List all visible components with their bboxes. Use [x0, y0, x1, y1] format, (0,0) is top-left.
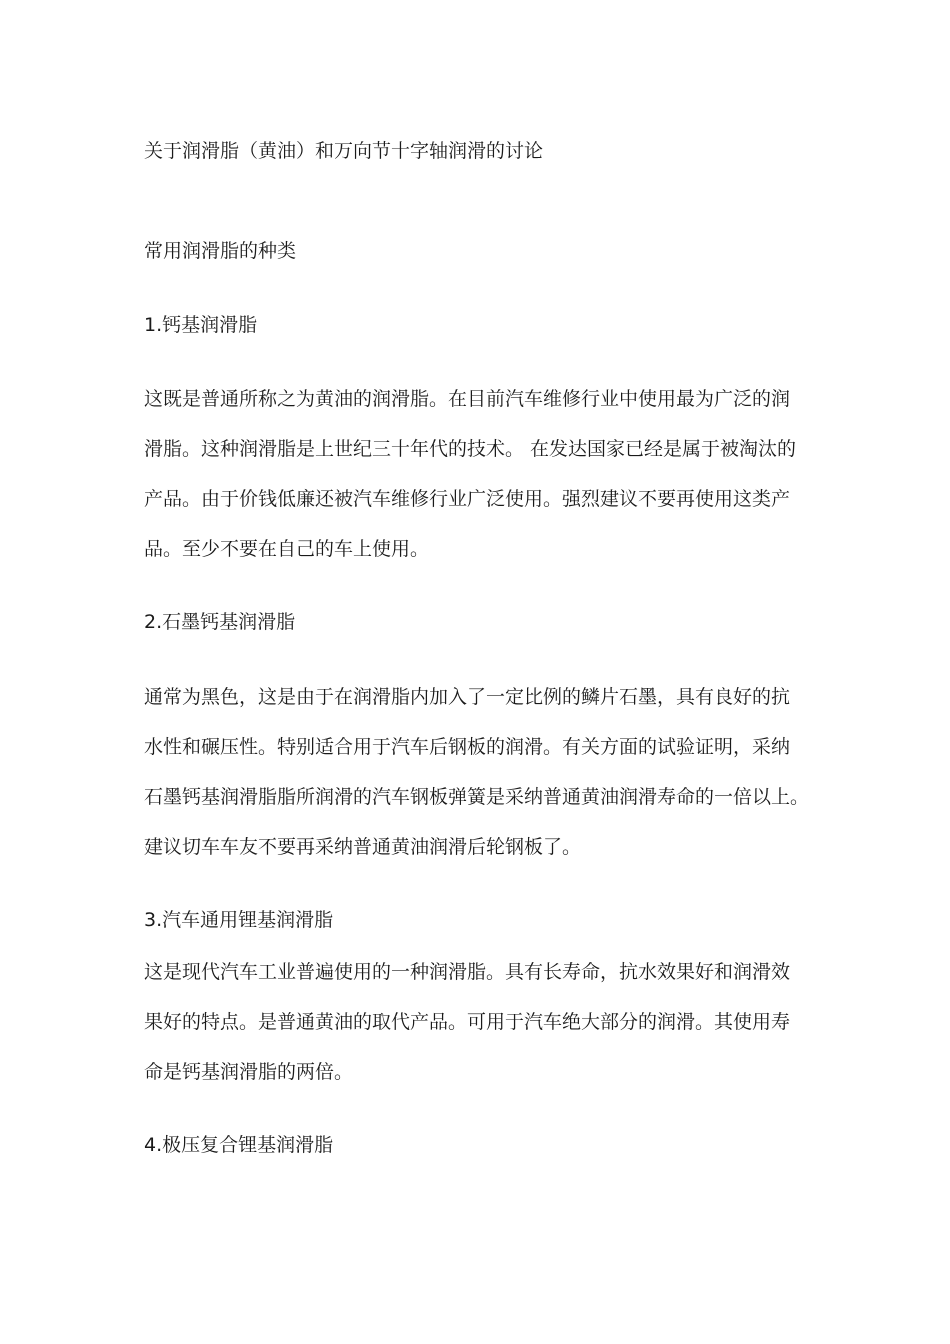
paragraph-line: 石墨钙基润滑脂脂所润滑的汽车钢板弹簧是采纳普通黄油润滑寿命的一倍以上。	[144, 786, 810, 808]
paragraph-line: 水性和碾压性。特别适合用于汽车后钢板的润滑。有关方面的试验证明，采纳	[144, 736, 791, 758]
paragraph-line: 建议切车车友不要再采纳普通黄油润滑后轮钢板了。	[144, 836, 582, 858]
item-heading-3: 3.汽车通用锂基润滑脂	[144, 909, 334, 931]
item-heading-4: 4.极压复合锂基润滑脂	[144, 1134, 334, 1156]
paragraph-line: 这既是普通所称之为黄油的润滑脂。在目前汽车维修行业中使用最为广泛的润	[144, 388, 791, 410]
paragraph-line: 品。至少不要在自己的车上使用。	[144, 538, 430, 560]
item-heading-1: 1.钙基润滑脂	[144, 314, 258, 336]
section-heading: 常用润滑脂的种类	[144, 240, 297, 262]
paragraph-line: 滑脂。这种润滑脂是上世纪三十年代的技术。 在发达国家已经是属于被淘汰的	[144, 438, 797, 460]
paragraph-line: 命是钙基润滑脂的两倍。	[144, 1061, 354, 1083]
paragraph-line: 这是现代汽车工业普遍使用的一种润滑脂。具有长寿命，抗水效果好和润滑效	[144, 961, 791, 983]
paragraph-line: 通常为黑色，这是由于在润滑脂内加入了一定比例的鳞片石墨，具有良好的抗	[144, 686, 791, 708]
paragraph-line: 产品。由于价钱低廉还被汽车维修行业广泛使用。强烈建议不要再使用这类产	[144, 488, 791, 510]
item-paragraph-2	[144, 672, 816, 872]
item-heading-2: 2.石墨钙基润滑脂	[144, 611, 296, 633]
document-title: 关于润滑脂（黄油）和万向节十字轴润滑的讨论	[144, 140, 544, 162]
item-paragraph-1	[144, 374, 816, 574]
paragraph-line: 果好的特点。是普通黄油的取代产品。可用于汽车绝大部分的润滑。其使用寿	[144, 1011, 791, 1033]
item-paragraph-3	[144, 947, 816, 1097]
